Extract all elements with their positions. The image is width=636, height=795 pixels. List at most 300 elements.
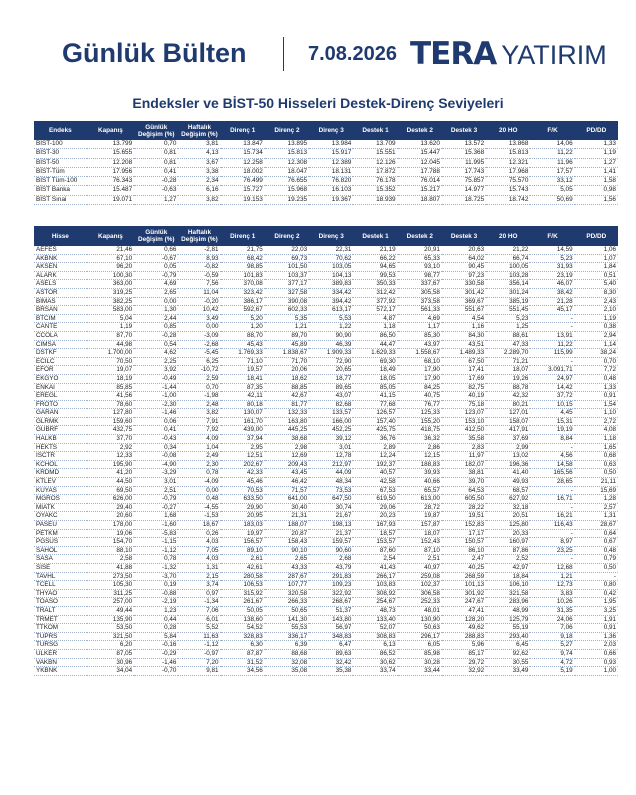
value-cell: 100,05 <box>486 263 530 272</box>
value-cell: 287,67 <box>265 572 309 581</box>
stock-row <box>34 529 618 538</box>
page-title: Günlük Bülten <box>62 38 247 68</box>
value-cell: 40,66 <box>398 478 442 487</box>
value-cell: 41,15 <box>353 392 397 401</box>
value-cell: 88,61 <box>486 331 530 340</box>
value-cell: 18,19 <box>87 374 134 383</box>
value-cell: -1,32 <box>134 563 178 572</box>
value-cell: 0,78 <box>134 555 178 564</box>
value-cell: 633,50 <box>221 495 265 504</box>
value-cell: 7,92 <box>178 426 220 435</box>
value-cell: 373,58 <box>398 297 442 306</box>
value-cell: 103,05 <box>309 263 353 272</box>
value-cell: 2,72 <box>575 417 618 426</box>
value-cell: 33,49 <box>486 667 530 676</box>
value-cell: 5,52 <box>178 624 220 633</box>
value-cell: 20,65 <box>309 366 353 375</box>
value-cell: 50,65 <box>265 606 309 615</box>
value-cell: 90,60 <box>309 546 353 555</box>
value-cell: -3,09 <box>178 331 220 340</box>
value-cell: 412,50 <box>442 426 486 435</box>
value-cell: 1.909,33 <box>309 349 353 358</box>
value-cell: 75,18 <box>442 400 486 409</box>
value-cell: 88,10 <box>87 546 134 555</box>
value-cell: -2,19 <box>134 598 178 607</box>
value-cell: 106,53 <box>221 581 265 590</box>
value-cell: 14,06 <box>530 140 574 149</box>
value-cell: - <box>530 357 574 366</box>
value-cell: 1,18 <box>575 435 618 444</box>
value-cell: 9,81 <box>178 667 220 676</box>
value-cell: 3.091,71 <box>530 366 574 375</box>
row-label-cell: BTCIM <box>34 314 87 323</box>
value-cell: 42,61 <box>221 563 265 572</box>
value-cell: 18,05 <box>353 374 397 383</box>
value-cell: 64,02 <box>442 254 486 263</box>
value-cell: 54,52 <box>221 624 265 633</box>
value-cell: 18.742 <box>486 195 530 204</box>
value-cell: 2,43 <box>575 297 618 306</box>
value-cell: 17,41 <box>442 366 486 375</box>
value-cell: 12,51 <box>221 452 265 461</box>
value-cell: 1.629,33 <box>353 349 397 358</box>
value-cell: 49,93 <box>486 478 530 487</box>
value-cell: 90,90 <box>309 331 353 340</box>
value-cell: 88,85 <box>265 383 309 392</box>
value-cell: 3,83 <box>530 589 574 598</box>
value-cell: 9,18 <box>530 632 574 641</box>
value-cell: 19,19 <box>530 426 574 435</box>
value-cell: 10,42 <box>178 306 220 315</box>
value-cell: 0,48 <box>178 495 220 504</box>
header-divider <box>283 37 284 71</box>
value-cell: -10,72 <box>178 366 220 375</box>
value-cell: 107,77 <box>265 581 309 590</box>
value-cell: 85,05 <box>353 383 397 392</box>
value-cell: 82,68 <box>309 400 353 409</box>
value-cell: 41,56 <box>87 392 134 401</box>
value-cell: 7,20 <box>178 658 220 667</box>
stock-row <box>34 563 618 572</box>
stock-row <box>34 306 618 315</box>
value-cell: 306,58 <box>398 589 442 598</box>
value-cell: 1,16 <box>442 323 486 332</box>
value-cell: 19,57 <box>221 366 265 375</box>
value-cell: -1,98 <box>178 392 220 401</box>
value-cell: 377,92 <box>353 297 397 306</box>
value-cell: 266,33 <box>265 598 309 607</box>
value-cell: -0,29 <box>134 649 178 658</box>
value-cell: 312,42 <box>353 288 397 297</box>
stock-row <box>34 400 618 409</box>
value-cell: 1,25 <box>486 323 530 332</box>
row-label-cell: BIMAS <box>34 297 87 306</box>
value-cell: 1,21 <box>530 572 574 581</box>
value-cell: 76.014 <box>398 177 442 186</box>
value-cell: 76.655 <box>265 177 309 186</box>
value-cell: 128,20 <box>442 615 486 624</box>
value-cell: 0,64 <box>575 529 618 538</box>
stock-row <box>34 392 618 401</box>
value-cell: 109,23 <box>309 581 353 590</box>
value-cell: 293,40 <box>486 632 530 641</box>
value-cell: 5,20 <box>221 314 265 323</box>
column-header: Direnç 2 <box>265 121 309 140</box>
value-cell: 40,57 <box>353 469 397 478</box>
stock-row <box>34 409 618 418</box>
value-cell: 56,97 <box>309 624 353 633</box>
value-cell: 87,60 <box>353 546 397 555</box>
value-cell: 130,90 <box>398 615 442 624</box>
value-cell: 87,05 <box>87 649 134 658</box>
value-cell: 159,57 <box>309 538 353 547</box>
column-header: PD/DD <box>575 121 618 140</box>
value-cell: 18.002 <box>221 167 265 176</box>
value-cell: 105,30 <box>87 581 134 590</box>
value-cell: 35,08 <box>265 667 309 676</box>
value-cell: 8,97 <box>530 538 574 547</box>
stock-row <box>34 469 618 478</box>
column-header: Günlük Değişim (%) <box>134 226 178 246</box>
value-cell: 0,34 <box>134 443 178 452</box>
value-cell: 2,94 <box>575 331 618 340</box>
value-cell: 101,83 <box>221 271 265 280</box>
value-cell: -0,79 <box>134 271 178 280</box>
value-cell: 15.813 <box>265 149 309 158</box>
row-label-cell: ECILC <box>34 357 87 366</box>
value-cell: 153,10 <box>442 417 486 426</box>
value-cell: 4,87 <box>353 314 397 323</box>
value-cell: 5,96 <box>442 641 486 650</box>
value-cell: 3,82 <box>178 195 220 204</box>
column-header: Direnç 2 <box>265 226 309 246</box>
value-cell: 561,33 <box>398 306 442 315</box>
value-cell: 188,07 <box>265 521 309 530</box>
value-cell: 44,98 <box>87 340 134 349</box>
value-cell: 17,69 <box>442 374 486 383</box>
value-cell: 319,25 <box>87 288 134 297</box>
value-cell: -1,46 <box>134 409 178 418</box>
value-cell: 363,00 <box>87 280 134 289</box>
value-cell: 37,94 <box>221 435 265 444</box>
value-cell: 6,16 <box>178 186 220 195</box>
value-cell: 5,23 <box>530 254 574 263</box>
value-cell: 2,92 <box>87 443 134 452</box>
row-label-cell: ASELS <box>34 280 87 289</box>
section-title: Endeksler ve BİST-50 Hisseleri Destek-Direnç Seviyeleri <box>132 95 504 111</box>
value-cell: 42,33 <box>221 469 265 478</box>
value-cell: - <box>530 555 574 564</box>
value-cell: 30,55 <box>486 658 530 667</box>
index-row <box>34 158 618 167</box>
value-cell: 35,38 <box>309 667 353 676</box>
stock-row <box>34 331 618 340</box>
value-cell: 0,70 <box>575 357 618 366</box>
value-cell: 425,75 <box>353 426 397 435</box>
value-cell: 69,30 <box>353 357 397 366</box>
value-cell: 158,43 <box>265 538 309 547</box>
value-cell: 1,58 <box>575 177 618 186</box>
value-cell: 0,41 <box>134 167 178 176</box>
value-cell: 1,27 <box>575 158 618 167</box>
value-cell: 0,97 <box>178 589 220 598</box>
value-cell: 38,81 <box>442 469 486 478</box>
value-cell: 103,83 <box>353 581 397 590</box>
value-cell: 42,11 <box>221 392 265 401</box>
stock-row <box>34 288 618 297</box>
value-cell: 88,70 <box>221 331 265 340</box>
value-cell: 192,37 <box>353 460 397 469</box>
value-cell: 15.447 <box>398 149 442 158</box>
value-cell: 2,10 <box>575 306 618 315</box>
value-cell: 0,91 <box>575 624 618 633</box>
value-cell: 3,74 <box>178 581 220 590</box>
value-cell: 1,27 <box>134 195 178 204</box>
value-cell: 13.709 <box>353 140 397 149</box>
value-cell: 69,73 <box>265 254 309 263</box>
value-cell: -0,88 <box>134 589 178 598</box>
value-cell: 0,66 <box>575 649 618 658</box>
value-cell: 28,72 <box>398 503 442 512</box>
value-cell: - <box>575 572 618 581</box>
value-cell: 167,93 <box>353 521 397 530</box>
value-cell: 93,10 <box>398 263 442 272</box>
value-cell: 87,10 <box>398 546 442 555</box>
value-cell: 11,04 <box>178 288 220 297</box>
value-cell: 2,48 <box>178 400 220 409</box>
value-cell: -0,28 <box>134 331 178 340</box>
value-cell: 3,81 <box>178 140 220 149</box>
value-cell: 68,10 <box>398 357 442 366</box>
value-cell: 88,68 <box>265 649 309 658</box>
value-cell: 38,68 <box>265 435 309 444</box>
value-cell: 1,31 <box>575 512 618 521</box>
row-label-cell: PASEU <box>34 521 87 530</box>
value-cell: 23,19 <box>530 271 574 280</box>
value-cell: 47,33 <box>486 340 530 349</box>
value-cell: 2,03 <box>575 641 618 650</box>
value-cell: - <box>530 443 574 452</box>
stock-row <box>34 357 618 366</box>
value-cell: 12.308 <box>265 158 309 167</box>
value-cell: 321,58 <box>486 589 530 598</box>
value-cell: 68,42 <box>221 254 265 263</box>
value-cell: 321,50 <box>87 632 134 641</box>
row-label-cell: ENKAI <box>34 383 87 392</box>
value-cell: 32,92 <box>442 667 486 676</box>
value-cell: -4,90 <box>134 460 178 469</box>
value-cell: 19,06 <box>87 529 134 538</box>
value-cell: -1,15 <box>134 538 178 547</box>
value-cell: -1,12 <box>178 641 220 650</box>
value-cell: 613,17 <box>309 306 353 315</box>
stock-row <box>34 349 618 358</box>
value-cell: 42,97 <box>486 563 530 572</box>
value-cell: 71,21 <box>486 357 530 366</box>
value-cell: 33,44 <box>398 667 442 676</box>
value-cell: 0,91 <box>575 392 618 401</box>
value-cell: 31,93 <box>530 263 574 272</box>
row-label-cell: KCHOL <box>34 460 87 469</box>
row-label-cell: SAHOL <box>34 546 87 555</box>
value-cell: 43,79 <box>309 563 353 572</box>
value-cell: 50,69 <box>530 195 574 204</box>
row-label-cell: BİST-Tüm <box>34 167 87 176</box>
value-cell: 48,99 <box>486 606 530 615</box>
value-cell: 15.734 <box>221 149 265 158</box>
value-cell: 0,26 <box>178 529 220 538</box>
value-cell: 143,80 <box>309 615 353 624</box>
value-cell: 43,51 <box>442 340 486 349</box>
row-label-cell: TRALT <box>34 606 87 615</box>
value-cell: 0,19 <box>134 581 178 590</box>
value-cell: 89,63 <box>309 649 353 658</box>
value-cell: 20,60 <box>87 512 134 521</box>
stock-row <box>34 417 618 426</box>
column-header: Destek 3 <box>442 226 486 246</box>
value-cell: 125,33 <box>398 409 442 418</box>
value-cell: 0,50 <box>575 563 618 572</box>
value-cell: 6,13 <box>353 641 397 650</box>
value-cell: 291,83 <box>309 572 353 581</box>
value-cell: 18.939 <box>353 195 397 204</box>
column-header: Günlük Değişim (%) <box>134 121 178 140</box>
column-header: 20 HO <box>486 226 530 246</box>
value-cell: 21,19 <box>353 246 397 254</box>
value-cell: 1,18 <box>353 323 397 332</box>
value-cell: -0,79 <box>134 495 178 504</box>
value-cell: 85,98 <box>398 649 442 658</box>
value-cell: 77,68 <box>353 400 397 409</box>
value-cell: 20,87 <box>265 529 309 538</box>
value-cell: 647,50 <box>309 495 353 504</box>
value-cell: 348,83 <box>309 632 353 641</box>
value-cell: 613,00 <box>398 495 442 504</box>
indices-header-row <box>34 121 618 140</box>
value-cell: 15.217 <box>398 186 442 195</box>
value-cell: 18,07 <box>398 529 442 538</box>
row-label-cell: KRDMD <box>34 469 87 478</box>
value-cell: -0,27 <box>134 503 178 512</box>
value-cell: 12,15 <box>398 452 442 461</box>
value-cell: 67,53 <box>353 486 397 495</box>
value-cell: 268,67 <box>309 598 353 607</box>
value-cell: -5,83 <box>134 529 178 538</box>
stock-row <box>34 426 618 435</box>
stock-row <box>34 606 618 615</box>
value-cell: 4,56 <box>530 452 574 461</box>
value-cell: 67,50 <box>442 357 486 366</box>
stock-row <box>34 435 618 444</box>
value-cell: 12,69 <box>265 452 309 461</box>
value-cell: 66,22 <box>353 254 397 263</box>
value-cell: 0,79 <box>575 555 618 564</box>
value-cell: 29,72 <box>442 658 486 667</box>
value-cell: 337,67 <box>398 280 442 289</box>
value-cell: 73,53 <box>309 486 353 495</box>
value-cell: 6,47 <box>309 641 353 650</box>
value-cell: 41,43 <box>353 563 397 572</box>
value-cell: 46,39 <box>309 340 353 349</box>
value-cell: 5,40 <box>575 280 618 289</box>
value-cell: 301,92 <box>442 589 486 598</box>
value-cell: 572,17 <box>353 306 397 315</box>
value-cell: 322,92 <box>309 589 353 598</box>
row-label-cell: BİST Tüm-100 <box>34 177 87 186</box>
value-cell: 12.258 <box>221 158 265 167</box>
value-cell: 30,74 <box>309 503 353 512</box>
value-cell: 35,58 <box>442 435 486 444</box>
value-cell: 13.572 <box>442 140 486 149</box>
value-cell: 3,01 <box>134 478 178 487</box>
column-header: Hisse <box>34 226 87 246</box>
value-cell: 13.895 <box>265 140 309 149</box>
value-cell: 2.289,70 <box>486 349 530 358</box>
row-label-cell: BİST-50 <box>34 158 87 167</box>
index-row <box>34 140 618 149</box>
value-cell: 37,72 <box>530 392 574 401</box>
value-cell: 21,22 <box>486 246 530 254</box>
value-cell: 15,69 <box>575 486 618 495</box>
value-cell: 1,95 <box>575 598 618 607</box>
value-cell: 21,28 <box>530 297 574 306</box>
value-cell: 44,09 <box>309 469 353 478</box>
value-cell: 123,07 <box>442 409 486 418</box>
value-cell: 19.367 <box>309 195 353 204</box>
row-label-cell: CCOLA <box>34 331 87 340</box>
value-cell: 13,02 <box>486 452 530 461</box>
tera-yatirim-logo <box>410 36 607 72</box>
value-cell: 1.838,67 <box>265 349 309 358</box>
row-label-cell: TTKOM <box>34 624 87 633</box>
row-label-cell: THYAO <box>34 589 87 598</box>
value-cell: 0,00 <box>178 486 220 495</box>
value-cell: 160,97 <box>486 538 530 547</box>
value-cell: 127,80 <box>87 409 134 418</box>
value-cell: 0,63 <box>575 460 618 469</box>
value-cell: 4,08 <box>575 426 618 435</box>
value-cell: 2,83 <box>442 443 486 452</box>
column-header: Destek 1 <box>353 226 397 246</box>
stock-row <box>34 521 618 530</box>
value-cell: 87,87 <box>221 649 265 658</box>
row-label-cell: TOASO <box>34 598 87 607</box>
value-cell: 21,37 <box>309 529 353 538</box>
value-cell: 0,54 <box>134 340 178 349</box>
value-cell: - <box>530 486 574 495</box>
value-cell: 11,22 <box>530 149 574 158</box>
value-cell: 34,04 <box>87 667 134 676</box>
value-cell: 30,40 <box>265 503 309 512</box>
value-cell: 43,33 <box>265 563 309 572</box>
stock-row <box>34 366 618 375</box>
value-cell: 45,89 <box>265 340 309 349</box>
value-cell: 41,40 <box>486 469 530 478</box>
value-cell: 4,13 <box>178 149 220 158</box>
value-cell: 11,97 <box>442 452 486 461</box>
value-cell: 12,68 <box>530 563 574 572</box>
value-cell: 1.700,00 <box>87 349 134 358</box>
value-cell: 65,57 <box>398 486 442 495</box>
value-cell: 72,90 <box>309 357 353 366</box>
value-cell: 15.352 <box>353 186 397 195</box>
value-cell: 66,74 <box>486 254 530 263</box>
value-cell: 3,38 <box>178 167 220 176</box>
value-cell: 19,97 <box>221 529 265 538</box>
value-cell: 99,53 <box>353 271 397 280</box>
value-cell: 82,75 <box>442 383 486 392</box>
value-cell: 1,19 <box>87 323 134 332</box>
